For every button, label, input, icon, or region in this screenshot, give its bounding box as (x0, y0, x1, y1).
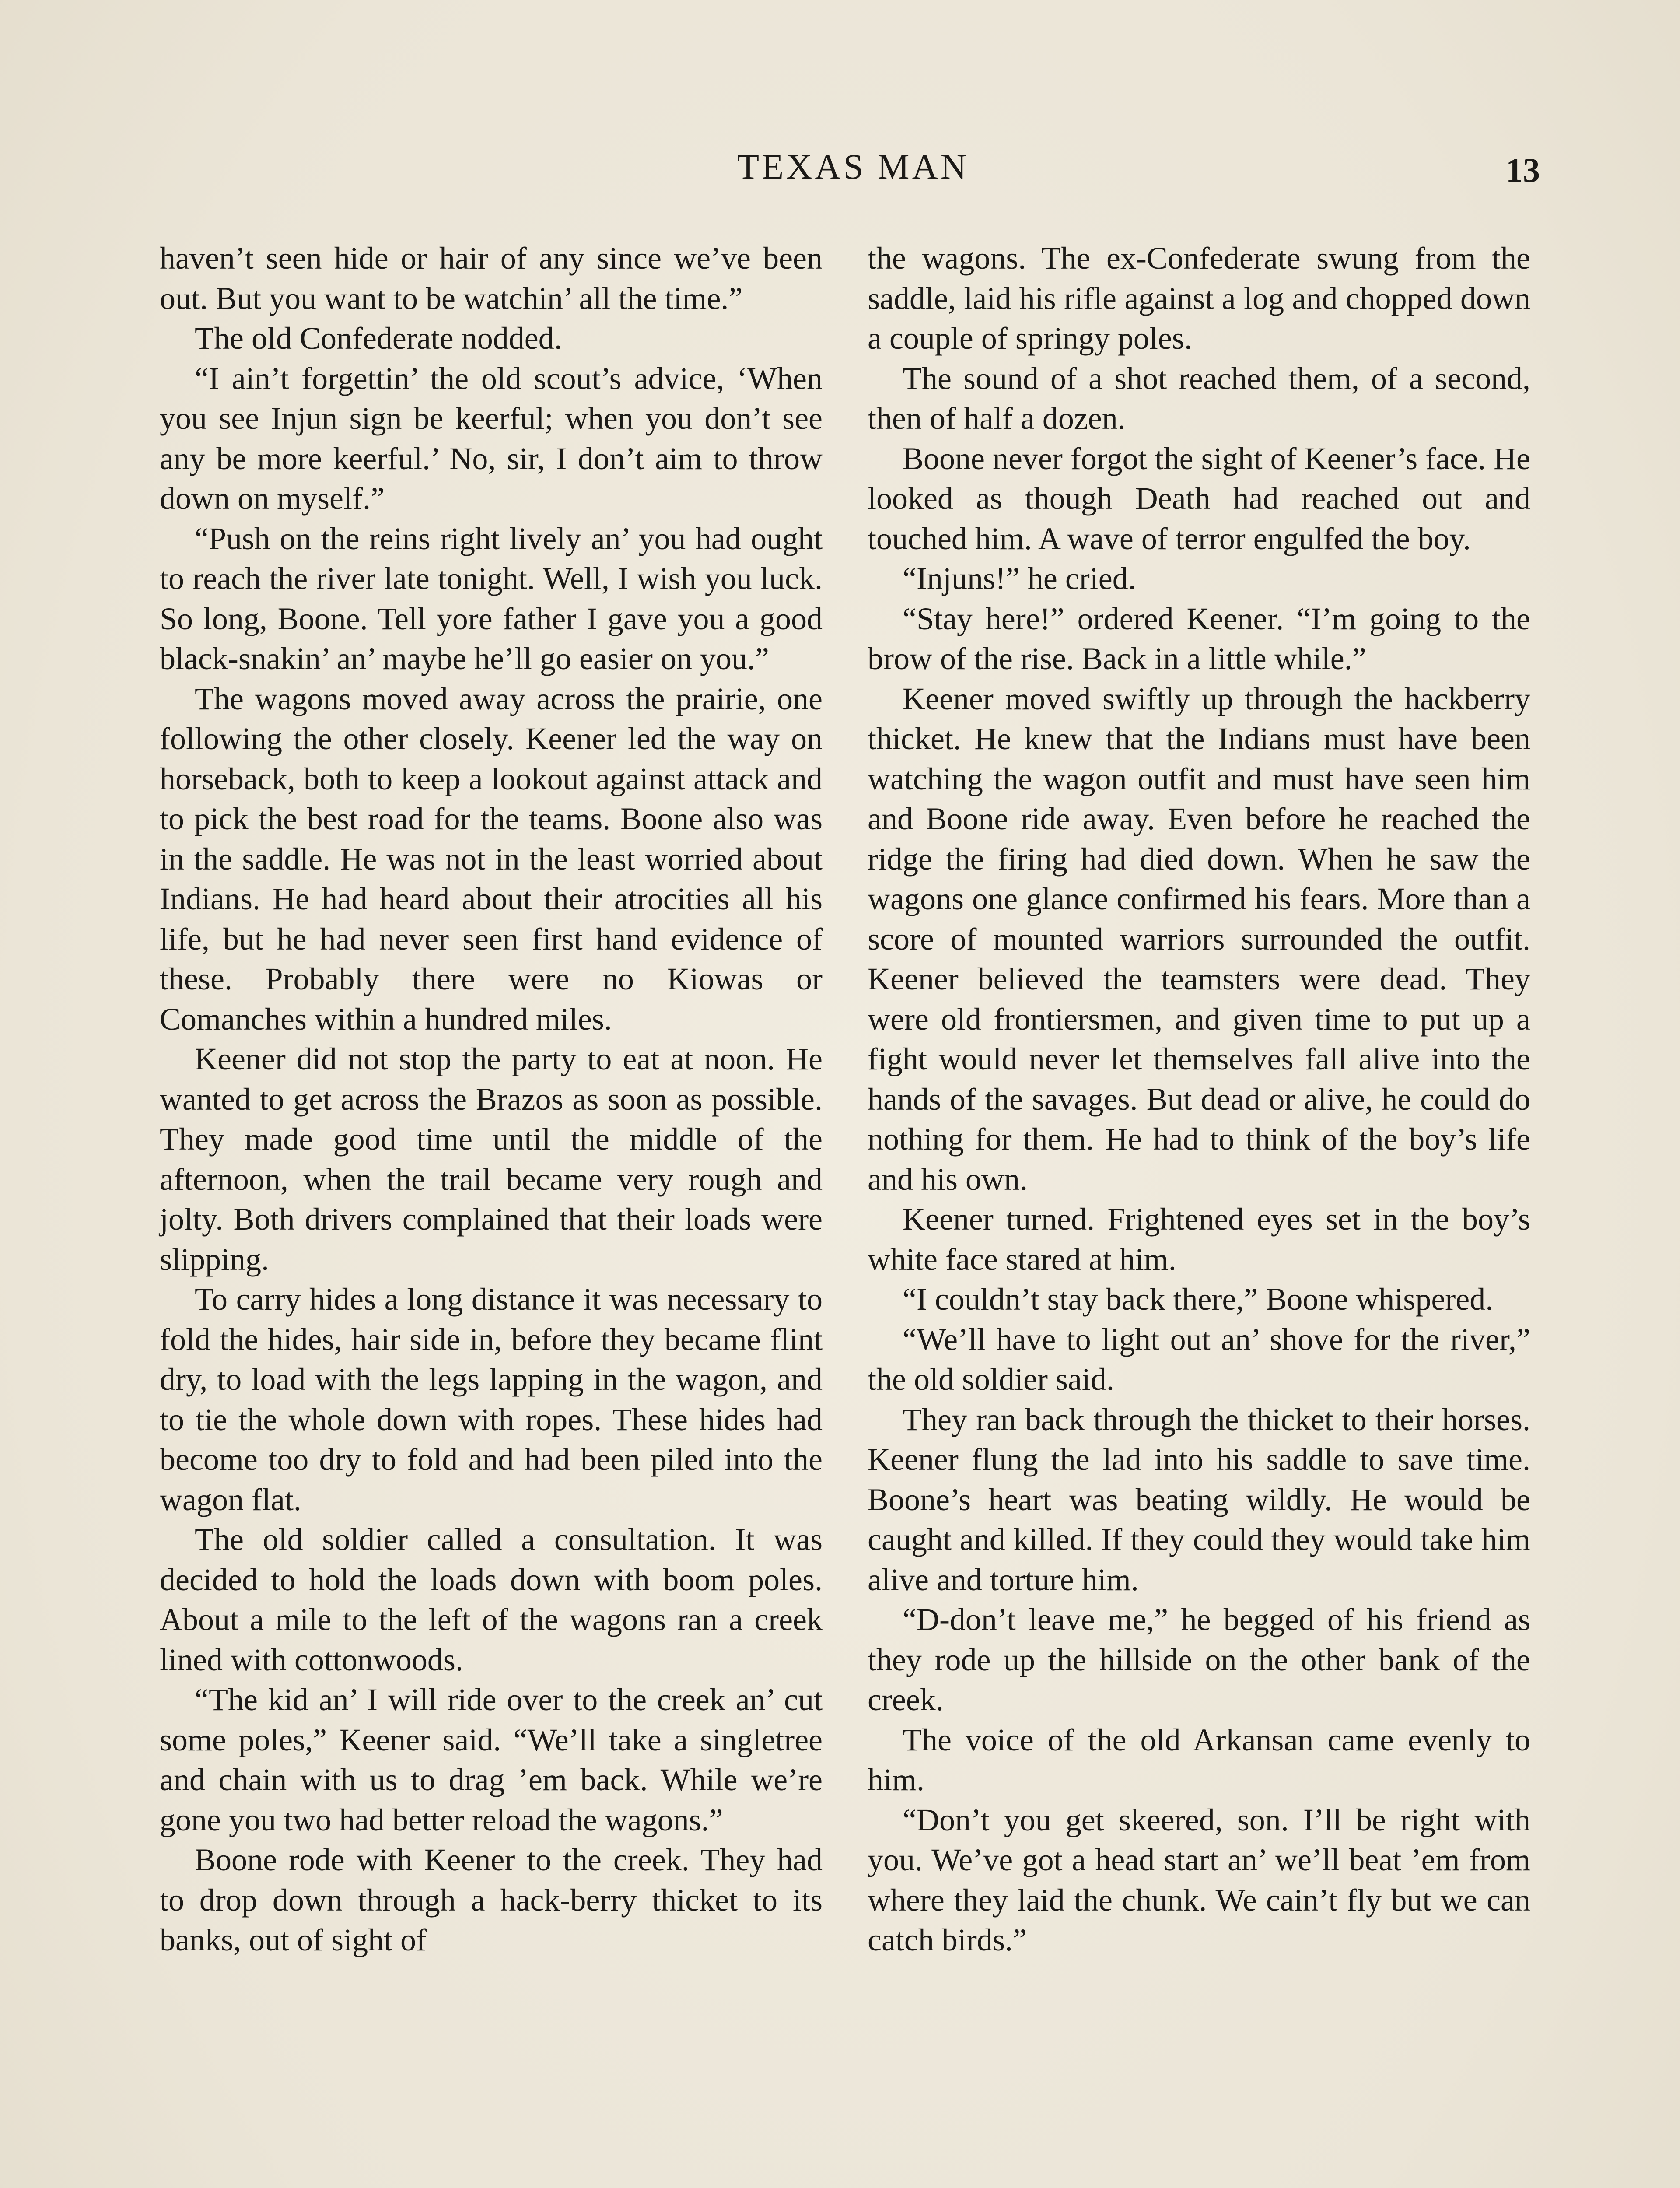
left-column (160, 238, 822, 1960)
paragraph: Boone rode with Keener to the creek. They had to drop down through a hack-berry thicket to its banks, out of sight of (160, 1842, 822, 1957)
paragraph: Keener did not stop the party to eat at noon. He wanted to get across the Brazos as soon as possible. They made good time until the middle of the afternoon, when the trail became very rough and jolty. Both drivers complained that their loads were slipping. (160, 1041, 822, 1277)
paragraph: “I ain’t forgettin’ the old scout’s advice, ‘When you see Injun sign be keerful; when you don’t see any be more keerful.’ No, sir, I don’t aim to throw down on myself.” (160, 361, 822, 516)
paragraph: They ran back through the thicket to their horses. Keener flung the lad into his saddle to save time. Boone’s heart was beating wildly. He would be caught and killed. If they could they would take him alive and torture him. (868, 1402, 1530, 1597)
paragraph: Boone never forgot the sight of Keener’s face. He looked as though Death had reached out and touched him. A wave of terror engulfed the boy. (868, 441, 1530, 556)
paragraph: haven’t seen hide or hair of any since we’ve been out. But you want to be watchin’ all the time.” (160, 241, 822, 316)
paragraph: “I couldn’t stay back there,” Boone whispered. (903, 1282, 1494, 1317)
paragraph: Keener moved swiftly up through the hackberry thicket. He knew that the Indians must have been watching the wagon outfit and must have seen him and Boone ride away. Even before he reached the ridge the firing had died down. When he saw the wagons one glance confirmed his fears. More than a score of mounted warriors surrounded the outfit. Keener believed the teamsters were dead. They were old frontiersmen, and given time to put up a fight would never let themselves fall alive into the hands of the savages. But dead or alive, he could do nothing for them. He had to think of the boy’s life and his own. (868, 681, 1530, 1197)
paragraph: “The kid an’ I will ride over to the creek an’ cut some poles,” Keener said. “We’ll take a singletree and chain with us to drag ’em back. While we’re gone you two had better reload the wagons.” (160, 1682, 822, 1837)
paragraph: the wagons. The ex-Confederate swung from the saddle, laid his rifle against a log and chopped down a couple of springy poles. (868, 241, 1530, 356)
paragraph: “D-don’t leave me,” he begged of his friend as they rode up the hillside on the other bank of the creek. (868, 1602, 1530, 1717)
paragraph: The sound of a shot reached them, of a second, then of half a dozen. (868, 361, 1530, 436)
page-number: 13 (1506, 151, 1540, 189)
paragraph: The voice of the old Arkansan came evenly to him. (868, 1722, 1530, 1797)
paragraph: “Stay here!” ordered Keener. “I’m going to the brow of the rise. Back in a little while.” (868, 601, 1530, 676)
paragraph: The old Confederate nodded. (195, 321, 562, 356)
paragraph: “Injuns!” he cried. (903, 561, 1136, 596)
paragraph: To carry hides a long distance it was necessary to fold the hides, hair side in, before they became flint dry, to load with the legs lapping in the wagon, and to tie the whole down with ropes. These hides had become too dry to fold and had been piled into the wagon flat. (160, 1282, 822, 1517)
paragraph: “Don’t you get skeered, son. I’ll be right with you. We’ve got a head start an’ we’ll beat ’em from where they laid the chunk. We cain’t fly but we can catch birds.” (868, 1802, 1530, 1957)
paragraph: The old soldier called a consultation. It was decided to hold the loads down with boom poles. About a mile to the left of the wagons ran a creek lined with cottonwoods. (160, 1522, 822, 1677)
paragraph: “We’ll have to light out an’ shove for the river,” the old soldier said. (868, 1322, 1530, 1397)
right-column (868, 238, 1530, 1960)
paragraph: Keener turned. Frightened eyes set in the boy’s white face stared at him. (868, 1202, 1530, 1277)
paragraph: “Push on the reins right lively an’ you had ought to reach the river late tonight. Well, I wish you luck. So long, Boone. Tell yore father I gave you a good black-snakin’ an’ maybe he’ll go easier on you.” (160, 521, 822, 676)
paragraph: The wagons moved away across the prairie, one following the other closely. Keener led the way on horseback, both to keep a lookout against attack and to pick the best road for the teams. Boone also was in the saddle. He was not in the least worried about Indians. He had heard about their atrocities all his life, but he had never seen first hand evidence of these. Probably there were no Kiowas or Comanches within a hundred miles. (160, 681, 822, 1037)
running-head: TEXAS MAN (737, 147, 970, 186)
